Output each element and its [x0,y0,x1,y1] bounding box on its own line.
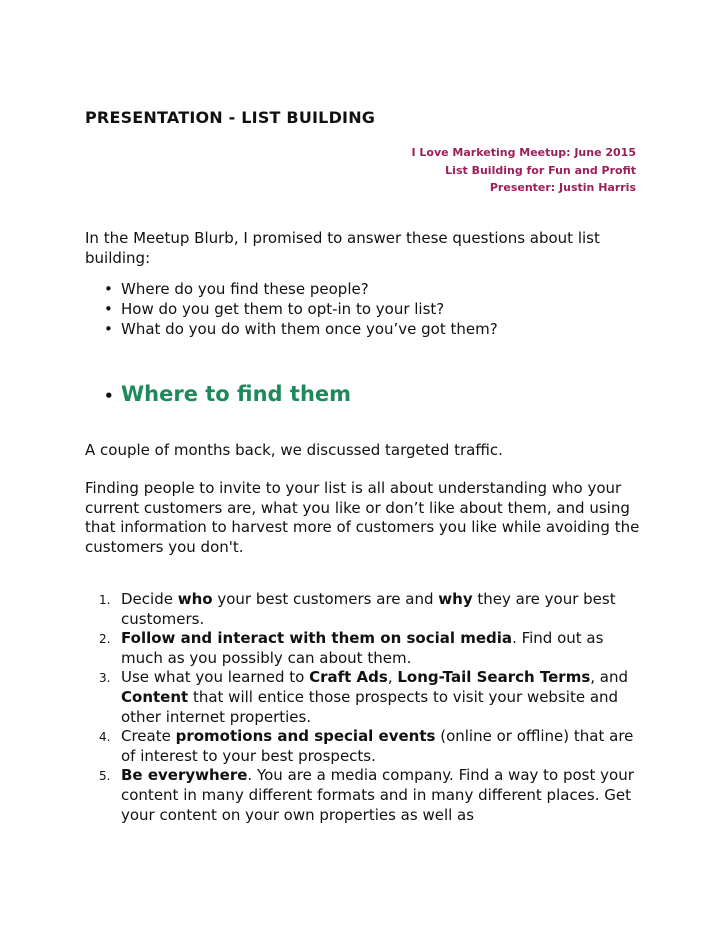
step-number: 4. [99,730,111,745]
step-item [85,668,645,727]
section-heading-text: Where to find them [121,382,352,406]
step-item [85,590,645,629]
step-item [85,629,645,668]
step-number: 5. [99,769,111,784]
presentation-meta [411,144,636,197]
meta-event: I Love Marketing Meetup: June 2015 [411,146,636,159]
step-text: Create [121,727,176,746]
meta-presenter: Presenter: Justin Harris [489,181,636,194]
step-item [85,766,645,825]
step-number: 1. [99,593,111,607]
bullet-icon: • [104,387,114,405]
step-number: 2. [99,632,111,647]
step-emphasis: Content [121,687,189,706]
step-text: Use what you learned to [121,668,310,687]
step-text: . You are a media company. Find a way to post your content in many different formats and in many different places. Get your content on your own properties as well as [121,766,634,824]
step-emphasis: who [177,590,213,608]
step-text: that will entice those prospects to visit your website and other internet properties. [121,687,619,726]
step-emphasis: Be everywhere [121,766,248,785]
intro-paragraph: In the Meetup Blurb, I promised to answer these questions about list building: [85,229,600,267]
page-title: PRESENTATION - LIST BUILDING [85,108,376,127]
step-text: they are your best customers. [121,590,616,628]
step-emphasis: Follow and interact with them on social media [121,629,513,648]
step-number: 3. [99,671,111,686]
step-emphasis: promotions and special events [175,727,436,746]
step-text: , and [590,668,629,687]
meta-topic: List Building for Fun and Profit [445,163,636,177]
questions-list [85,279,498,339]
step-text: your best customers are and [212,590,439,608]
steps-list [85,590,645,825]
step-text: Decide [121,590,178,608]
question-item: • Where do you find these people? [85,279,498,299]
question-item: • What do you do with them once you’ve got them? [85,319,498,339]
paragraph-traffic: A couple of months back, we discussed targeted traffic. [85,441,503,459]
step-item [85,727,645,766]
step-emphasis: why [438,590,473,608]
step-text: (online or offline) that are of interest to your best prospects. [121,727,634,765]
step-text: , [387,668,398,687]
question-item: • How do you get them to opt-in to your list? [85,299,498,319]
step-text: . Find out as much as you possibly can about them. [121,629,604,667]
section-heading [85,380,351,408]
step-emphasis: Long-Tail Search Terms [397,668,591,687]
step-emphasis: Craft Ads [309,668,388,687]
paragraph-finding-people: Finding people to invite to your list is all about understanding who your current customers are, what you like or don’t like about them, and using that information to harvest more of customers you like while avoiding the customers you don't. [85,479,640,556]
